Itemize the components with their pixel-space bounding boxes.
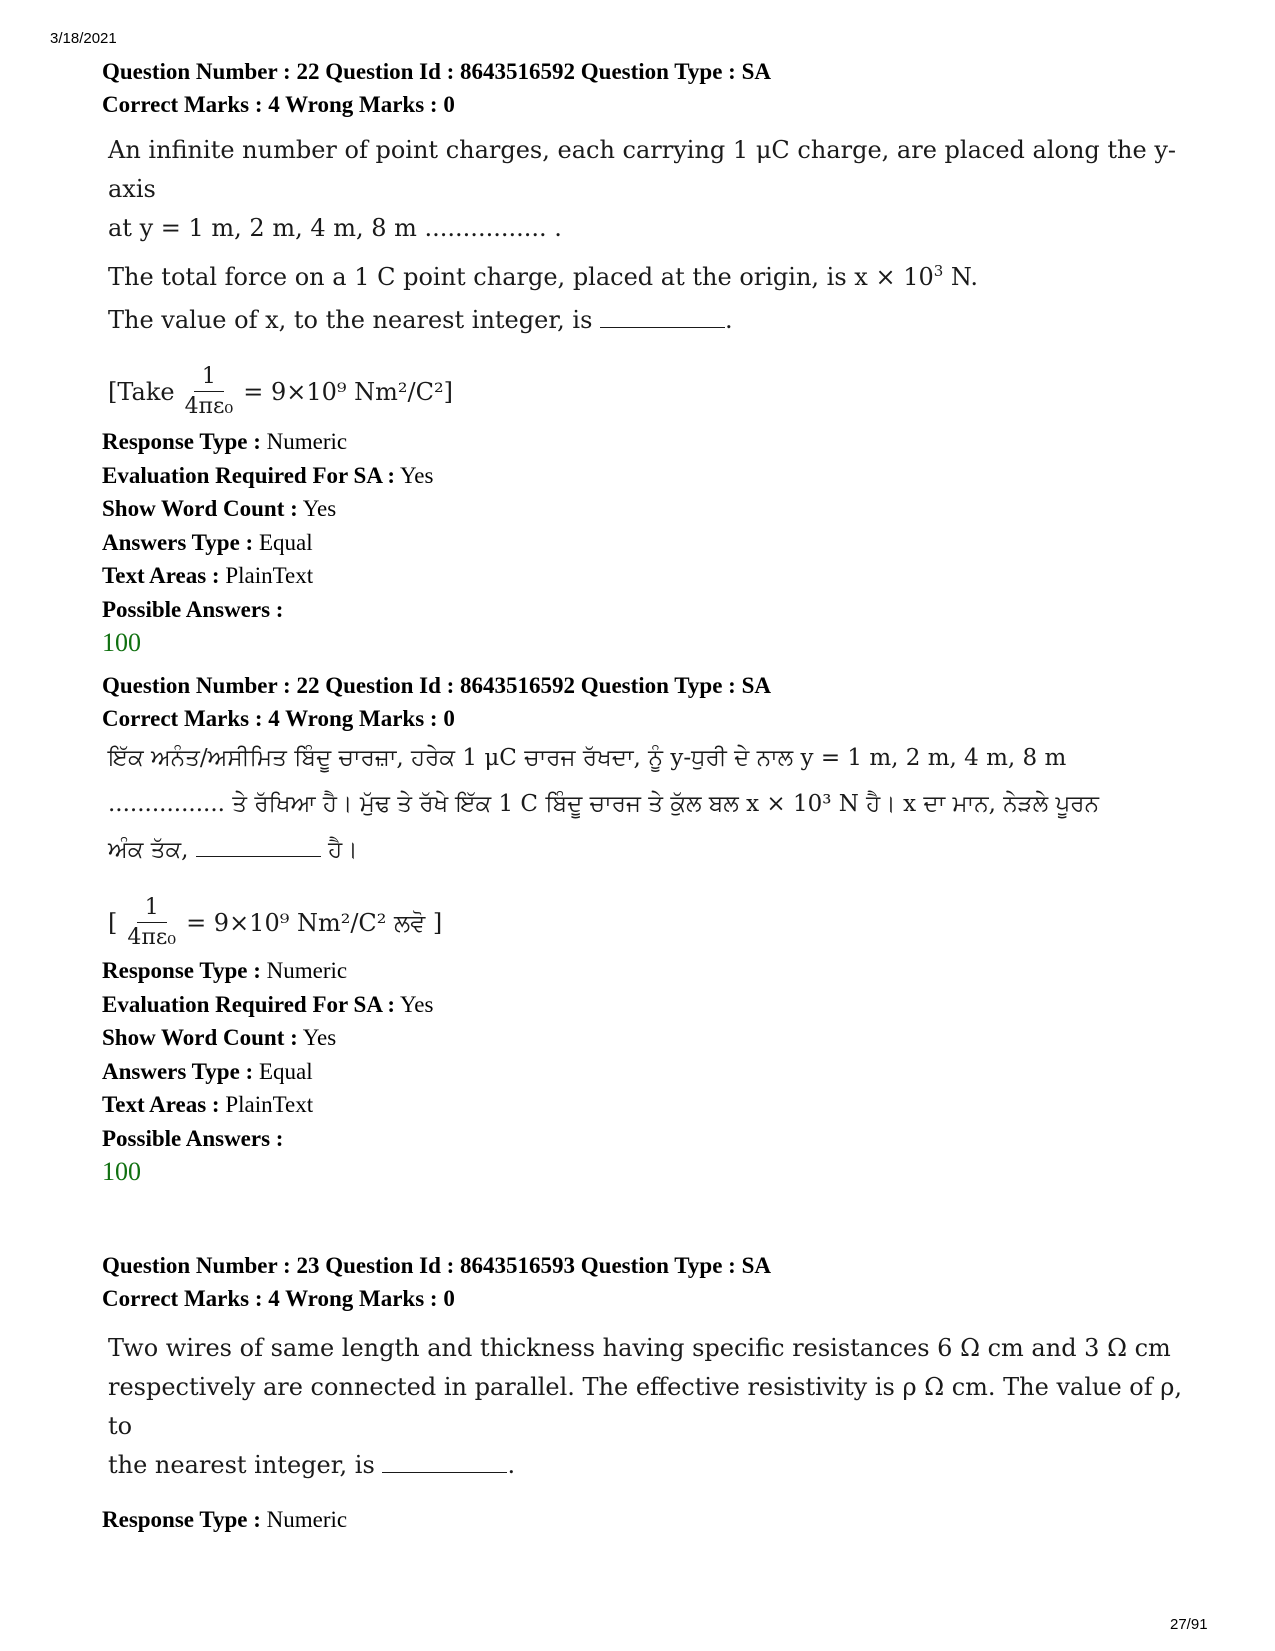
force-text: The total force on a 1 C point charge, placed at the origin, is x × 10 [108, 263, 934, 291]
meta-response-type: Response Type : Numeric [102, 429, 348, 454]
meta-word-count: Show Word Count : Yes [102, 496, 337, 521]
fraction-numerator: 1 [194, 364, 224, 392]
question-text [108, 131, 1188, 340]
meta-evaluation: Evaluation Required For SA : Yes [102, 991, 434, 1017]
answer-blank [196, 834, 321, 857]
marks-header: Correct Marks : 4 Wrong Marks : 0 [102, 1286, 455, 1311]
fraction [185, 364, 234, 419]
meta-text-areas: Text Areas : PlainText [102, 563, 314, 588]
possible-answer-value: 100 [102, 628, 141, 657]
fraction [127, 895, 176, 950]
question-text [108, 1329, 1188, 1485]
question-header: Question Number : 22 Question Id : 8643516592 Question Type : SA [102, 59, 771, 84]
meta-text-areas: Text Areas : PlainText [102, 1092, 314, 1117]
meta-word-count: Show Word Count : Yes [102, 1025, 337, 1050]
meta-evaluation: Evaluation Required For SA : Yes [102, 462, 434, 488]
meta-response-type: Response Type : Numeric [102, 1507, 348, 1532]
question-line: ਇੱਕ ਅਨੰਤ/ਅਸੀਮਿਤ ਬਿੰਦੂ ਚਾਰਜ਼ਾ, ਹਰੇਕ 1 μC ਚਾਰਜ ਰੱਖਦਾ, ਨੂੰ y-ਧੁਰੀ ਦੇ ਨਾਲ y = 1 m, 2 m, 4 m, 8 m [108, 745, 1067, 771]
question-line: the nearest integer, is . [108, 1451, 516, 1479]
meta-answers-type: Answers Type : Equal [102, 1058, 313, 1084]
marks-header: Correct Marks : 4 Wrong Marks : 0 [102, 706, 455, 731]
question-header: Question Number : 23 Question Id : 8643516593 Question Type : SA [102, 1253, 771, 1278]
question-line [108, 252, 1188, 297]
question-line: Two wires of same length and thickness having specific resistances 6 Ω cm and 3 Ω cm [108, 1334, 1171, 1362]
meta-response-type: Response Type : Numeric [102, 958, 348, 983]
answer-blank [600, 305, 725, 328]
meta-possible-answers: Possible Answers : [102, 1125, 284, 1151]
fraction-denominator: 4πε₀ [184, 394, 234, 419]
meta-possible-answers: Possible Answers : [102, 596, 284, 622]
value-prompt: the nearest integer, is [108, 1451, 375, 1479]
constant-hint [108, 364, 1202, 419]
page-number: 27/91 [1170, 1616, 1208, 1633]
print-date: 3/18/2021 [50, 30, 117, 47]
question-text [108, 735, 1188, 873]
take-suffix: = 9×10⁹ Nm²/C²] [243, 377, 453, 406]
force-unit: N. [943, 263, 979, 291]
question-line: ................ ਤੇ ਰੱਖਿਆ ਹੈ। ਮੁੱਢ ਤੇ ਰੱਖੇ ਇੱਕ 1 C ਬਿੰਦੂ ਚਾਰਜ ਤੇ ਕੁੱਲ ਬਲ x × 10³ N ਹੈ। x ਦਾ ਮਾਨ, ਨੇੜਲੇ ਪੂਰਨ [108, 791, 1099, 817]
value-prompt-end: ਹੈ। [328, 837, 358, 863]
fraction-numerator: 1 [137, 895, 167, 923]
constant-hint [108, 895, 1202, 950]
question-block-22-punjabi [102, 669, 1202, 1189]
question-line [108, 827, 1188, 873]
take-suffix: = 9×10⁹ Nm²/C² ਲਵੋ ] [186, 908, 443, 937]
value-prompt: The value of x, to the nearest integer, is [108, 306, 593, 334]
question-line: An infinite number of point charges, each carrying 1 μC charge, are placed along the y-axis [108, 136, 1176, 203]
question-line: respectively are connected in parallel. The effective resistivity is ρ Ω cm. The value of ρ, to [108, 1373, 1182, 1440]
answer-blank [382, 1450, 507, 1473]
question-block-23 [102, 1249, 1202, 1537]
possible-answer-value: 100 [102, 1157, 141, 1186]
exponent: 3 [933, 262, 944, 280]
take-prefix: [Take [108, 377, 175, 406]
marks-header: Correct Marks : 4 Wrong Marks : 0 [102, 92, 455, 117]
fraction-denominator: 4πε₀ [127, 925, 177, 950]
take-prefix: [ [108, 908, 118, 937]
meta-answers-type: Answers Type : Equal [102, 529, 313, 555]
question-block-22-english [102, 55, 1202, 660]
question-line: The value of x, to the nearest integer, is . [108, 306, 733, 334]
value-prompt: ਅੰਕ ਤੱਕ, [108, 837, 189, 863]
question-line: at y = 1 m, 2 m, 4 m, 8 m ................ . [108, 214, 562, 242]
question-header: Question Number : 22 Question Id : 8643516592 Question Type : SA [102, 673, 771, 698]
